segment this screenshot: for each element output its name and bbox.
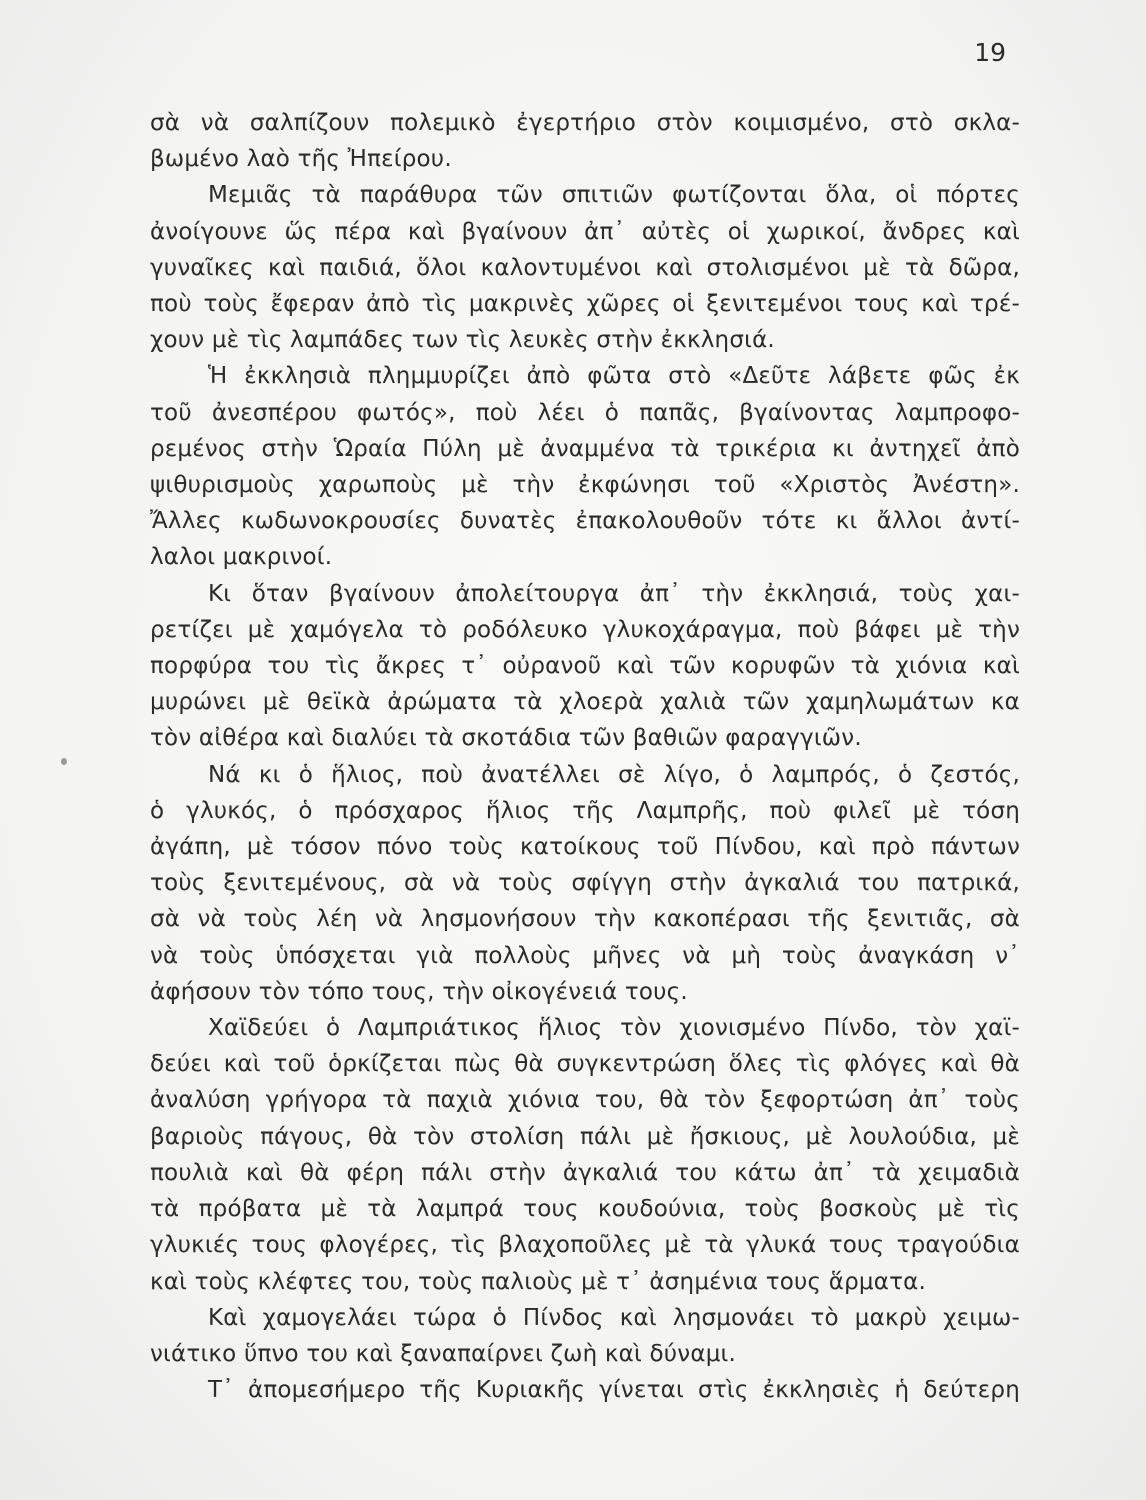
- text-line: Ἄλλες κωδωνοκρουσίες δυνατὲς ἐπακολουθοῦν τότε κι ἄλλοι ἀντί-: [150, 508, 1020, 535]
- text-line: νιάτικο ὕπνο του καὶ ξαναπαίρνει ζωὴ καὶ δύναμι.: [150, 1340, 737, 1367]
- text-line: νὰ τοὺς ὑπόσχεται γιὰ πολλοὺς μῆνες νὰ μὴ τοὺς ἀναγκάση ν᾽: [150, 942, 1020, 969]
- text-line: Νά κι ὁ ἥλιος, ποὺ ἀνατέλλει σὲ λίγο, ὁ λαμπρός, ὁ ζεστός,: [208, 761, 1020, 788]
- text-line: ἀναλύση γρήγορα τὰ παχιὰ χιόνια του, θὰ τὸν ξεφορτώση ἀπ᾽ τοὺς: [150, 1087, 1020, 1114]
- text-line: γλυκιές τους φλογέρες, τὶς βλαχοποῦλες μὲ τὰ γλυκά τους τραγούδια: [150, 1232, 1020, 1259]
- text-line: τὰ πρόβατα μὲ τὰ λαμπρά τους κουδούνια, τοὺς βοσκοὺς μὲ τὶς: [150, 1196, 1020, 1223]
- text-line: λαλοι μακρινοί.: [150, 544, 333, 571]
- text-line: μυρώνει μὲ θεϊκὰ ἀρώματα τὰ χλοερὰ χαλιὰ τῶν χαμηλωμάτων κα: [150, 689, 1020, 716]
- text-line: ἀνοίγουνε ὥς πέρα καὶ βγαίνουν ἀπ᾽ αὐτὲς οἱ χωρικοί, ἄνδρες καὶ: [150, 218, 1020, 245]
- text-line: χουν μὲ τὶς λαμπάδες των τὶς λευκὲς στὴν ἐκκλησιά.: [150, 327, 775, 354]
- text-line: ὁ γλυκός, ὁ πρόσχαρος ἥλιος τῆς Λαμπρῆς, ποὺ φιλεῖ μὲ τόση: [150, 797, 1020, 824]
- text-line: τὸν αἰθέρα καὶ διαλύει τὰ σκοτάδια τῶν βαθιῶν φαραγγιῶν.: [150, 725, 862, 752]
- text-line: βωμένο λαὸ τῆς Ἠπείρου.: [150, 146, 452, 173]
- text-line: γυναῖκες καὶ παιδιά, ὅλοι καλοντυμένοι καὶ στολισμένοι μὲ τὰ δῶρα,: [150, 254, 1020, 281]
- text-line: ἀγάπη, μὲ τόσον πόνο τοὺς κατοίκους τοῦ Πίνδου, καὶ πρὸ πάντων: [150, 834, 1020, 861]
- text-line: σὰ νὰ σαλπίζουν πολεμικὸ ἐγερτήριο στὸν κοιμισμένο, στὸ σκλα-: [150, 110, 1020, 136]
- text-line: βαριοὺς πάγους, θὰ τὸν στολίση πάλι μὲ ἤσκιους, μὲ λουλούδια, μὲ: [150, 1123, 1020, 1150]
- text-line: ρετίζει μὲ χαμόγελα τὸ ροδόλευκο γλυκοχάραγμα, ποὺ βάφει μὲ τὴν: [150, 616, 1020, 643]
- text-line: τοῦ ἀνεσπέρου φωτός», ποὺ λέει ὁ παπᾶς, βγαίνοντας λαμπροφο-: [150, 399, 1020, 426]
- text-line: πορφύρα του τὶς ἄκρες τ᾽ οὐρανοῦ καὶ τῶν κορυφῶν τὰ χιόνια καὶ: [150, 653, 1020, 680]
- text-line: Ἡ ἐκκλησιὰ πλημμυρίζει ἀπὸ φῶτα στὸ «Δεῦτε λάβετε φῶς ἐκ: [208, 363, 1020, 390]
- text-line: Τ᾽ ἀπομεσήμερο τῆς Κυριακῆς γίνεται στὶς ἐκκλησιὲς ἡ δεύτερη: [208, 1377, 1020, 1404]
- text-line: Καὶ χαμογελάει τώρα ὁ Πίνδος καὶ λησμονάει τὸ μακρὺ χειμω-: [208, 1304, 1020, 1331]
- ink-speck: [61, 758, 67, 765]
- text-line: τοὺς ξενιτεμένους, σὰ νὰ τοὺς σφίγγη στὴν ἀγκαλιά του πατρικά,: [150, 870, 1020, 897]
- text-line: Κι ὅταν βγαίνουν ἀπολείτουργα ἀπ᾽ τὴν ἐκκλησιά, τοὺς χαι-: [208, 580, 1020, 607]
- text-line: Χαϊδεύει ὁ Λαμπριάτικος ἥλιος τὸν χιονισμένο Πίνδο, τὸν χαϊ-: [208, 1015, 1020, 1042]
- text-line: Μεμιᾶς τὰ παράθυρα τῶν σπιτιῶν φωτίζονται ὅλα, οἱ πόρτες: [208, 182, 1020, 209]
- page-number: 19: [974, 38, 1006, 67]
- text-line: καὶ τοὺς κλέφτες του, τοὺς παλιοὺς μὲ τ᾽ ἀσημένια τους ἅρματα.: [150, 1268, 927, 1295]
- body-text: [150, 105, 1020, 1408]
- text-line: σὰ νὰ τοὺς λέη νὰ λησμονήσουν τὴν κακοπέρασι τῆς ξενιτιᾶς, σὰ: [150, 906, 1020, 933]
- text-line: ρεμένος στὴν Ὡραία Πύλη μὲ ἀναμμένα τὰ τρικέρια κι ἀντηχεῖ ἀπὸ: [150, 435, 1020, 462]
- text-line: ἀφήσουν τὸν τόπο τους, τὴν οἰκογένειά τους.: [150, 978, 688, 1005]
- text-line: ποὺ τοὺς ἔφεραν ἀπὸ τὶς μακρινὲς χῶρες οἱ ξενιτεμένοι τους καὶ τρέ-: [150, 291, 1020, 318]
- text-line: ψιθυρισμοὺς χαρωποὺς μὲ τὴν ἐκφώνησι τοῦ «Χριστὸς Ἀνέστη».: [150, 472, 1020, 499]
- text-line: δεύει καὶ τοῦ ὁρκίζεται πὼς θὰ συγκεντρώση ὅλες τὶς φλόγες καὶ θὰ: [150, 1051, 1020, 1078]
- text-line: πουλιὰ καὶ θὰ φέρη πάλι στὴν ἀγκαλιά του κάτω ἀπ᾽ τὰ χειμαδιὰ: [150, 1159, 1020, 1186]
